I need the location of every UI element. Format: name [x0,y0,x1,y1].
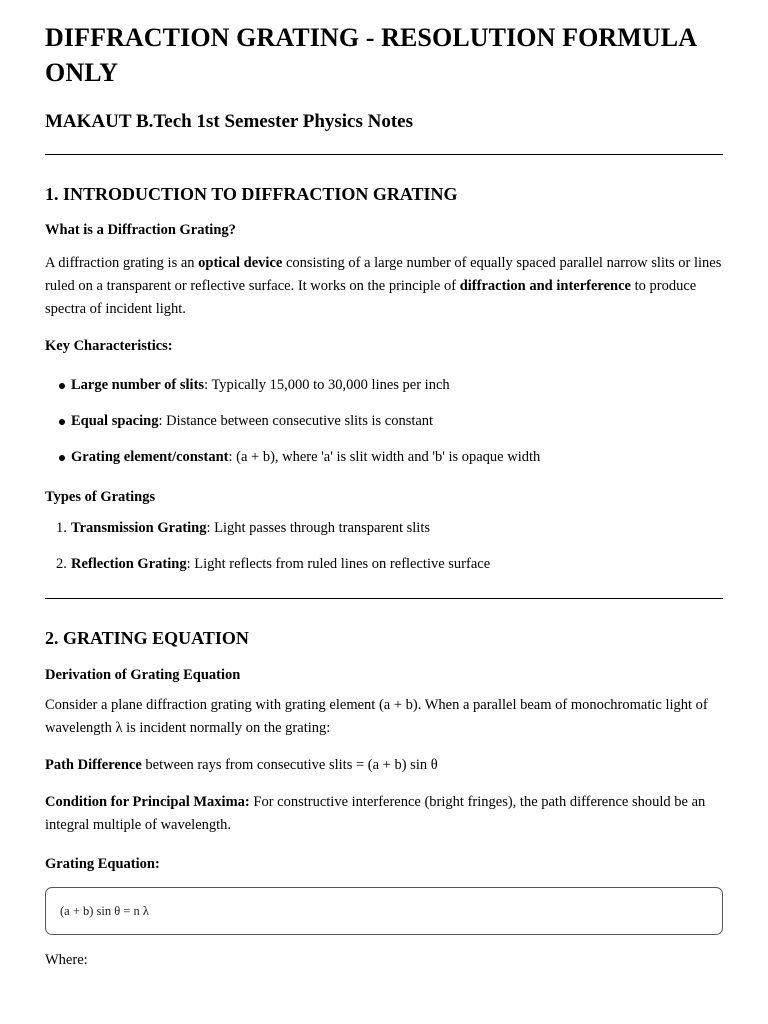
bullet-icon [59,383,65,389]
characteristic-text: : Typically 15,000 to 30,000 lines per inch [204,377,450,393]
grating-definition-paragraph [45,252,723,321]
path-difference-text: between rays from consecutive slits = (a + b) sin θ [141,757,438,773]
characteristic-label: Grating element/constant [71,449,229,465]
type-label: Reflection Grating [71,556,187,572]
document-title: DIFFRACTION GRATING - RESOLUTION FORMULA ONLY [45,23,696,87]
section-2-heading: 2. GRATING EQUATION [45,628,249,648]
type-text: : Light reflects from ruled lines on reflective surface [186,556,491,572]
list-item [45,375,723,395]
characteristic-label: Large number of slits [71,377,205,393]
grating-equation-formula: (a + b) sin θ = n λ [60,903,149,918]
where-label: Where: [45,952,88,968]
bullet-icon [59,455,65,461]
list-item [45,447,723,467]
characteristics-list [45,375,723,467]
definition-bold-diffraction-interference: diffraction and interference [459,278,631,294]
document-subtitle: MAKAUT B.Tech 1st Semester Physics Notes [45,111,414,132]
divider-1 [45,154,723,155]
derivation-heading: Derivation of Grating Equation [45,667,241,683]
definition-text-3: to produce spectra of incident light. [45,278,697,317]
grating-equation-heading: Grating Equation: [45,856,160,872]
definition-text-1: A diffraction grating is an [45,255,199,271]
characteristic-text: : Distance between consecutive slits is constant [158,413,434,429]
path-difference-label: Path Difference [45,757,142,773]
bullet-icon [59,419,65,425]
path-difference-paragraph [45,754,723,777]
maxima-condition-label: Condition for Principal Maxima: [45,794,250,810]
type-label: Transmission Grating [71,520,207,536]
definition-text-2: consisting of a large number of equally spaced parallel narrow slits or lines ruled on a transparent or reflective surface. It works on the principle of [45,255,722,294]
what-is-grating-heading: What is a Diffraction Grating? [45,222,236,238]
maxima-condition-text: For constructive interference (bright fringes), the path difference should be an integral multiple of wavelength. [45,794,706,833]
definition-bold-optical-device: optical device [198,255,283,271]
list-item [45,411,723,431]
key-characteristics-heading: Key Characteristics: [45,338,173,354]
characteristic-text: : (a + b), where 'a' is slit width and 'b' is opaque width [228,449,541,465]
types-of-gratings-heading: Types of Gratings [45,489,156,505]
section-1-heading: 1. INTRODUCTION TO DIFFRACTION GRATING [45,184,458,204]
grating-equation-formula-box [45,887,723,935]
list-number: 1. [56,520,67,536]
list-item [45,554,723,574]
type-text: : Light passes through transparent slits [206,520,430,536]
maxima-condition-paragraph [45,791,723,837]
list-item [45,518,723,538]
divider-2 [45,598,723,599]
characteristic-label: Equal spacing [71,413,159,429]
list-number: 2. [56,556,67,572]
grating-types-list [45,518,723,574]
derivation-paragraph: Consider a plane diffraction grating with grating element (a + b). When a parallel beam of monochromatic light of wavelength λ is incident normally on the grating: [45,697,708,736]
